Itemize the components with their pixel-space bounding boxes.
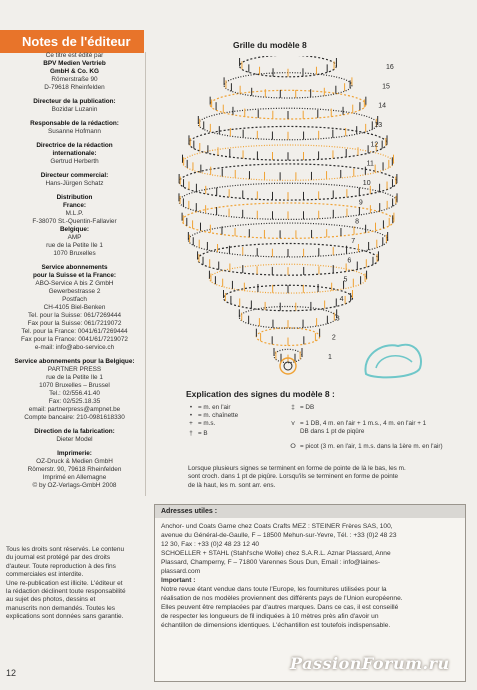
heading: Directrice de la rédaction	[36, 142, 113, 149]
text-line: au sujet des photos, dessins et	[6, 596, 96, 604]
cluster-icon: ⋎	[290, 420, 296, 427]
text-line: de là haut, les m. sont arr. ens.	[188, 481, 276, 489]
legend-text: = m.s.	[198, 420, 216, 427]
subs-ch-fr-block	[8, 264, 141, 352]
row-number: 6	[347, 257, 352, 265]
distribution-block	[8, 194, 141, 258]
row-number: 11	[366, 160, 374, 168]
text-line: e-mail: info@abo-service.ch	[34, 344, 115, 351]
text-line: BPV Medien Vertrieb	[43, 60, 106, 67]
crochet-diagram	[176, 56, 426, 386]
text-line: Susanne Hofmann	[48, 128, 101, 135]
stitch-ring	[183, 145, 394, 180]
text-line: Compte bancaire: 210-0981618330	[24, 414, 125, 421]
text-line: Gertrud Herberth	[50, 158, 99, 165]
text-line: PARTNER PRESS	[47, 366, 102, 373]
text-line: CH-4105 Biel-Benken	[43, 304, 106, 311]
addresses-heading: Adresses utiles :	[155, 505, 465, 518]
row-number: 16	[386, 64, 394, 71]
text-line: Lorsque plusieurs signes se terminent en forme de pointe de là le bas, les m.	[188, 465, 406, 472]
text-line: rue de la Petite Ile 1	[46, 374, 103, 381]
text-line: Notre revue étant vendue dans toute l'Europe, les fournitures utilisées pour la	[161, 586, 387, 593]
text-line: OZ-Druck & Medien GmbH	[36, 458, 113, 465]
text-line: Tel. pour la Suisse: 061/7269444	[27, 312, 122, 319]
heading: internationale:	[52, 150, 97, 157]
text-line: M.L.P.	[65, 210, 84, 217]
text-line: réalisation de nos modèles proviennent des différents pays de l'Union européenne.	[161, 595, 403, 602]
row-number: 13	[374, 122, 383, 129]
heading: Direction de la fabrication:	[34, 428, 115, 435]
legend-text: = 1 DB, 4 m. en l'air + 1 m.s., 4 m. en l'air + 1	[300, 420, 427, 427]
legend-note	[188, 465, 456, 490]
text-line: SCHOELLER + STAHL (Stahl'sche Wolle) chez S.A.R.L. Aznar Plassard, Anne	[161, 550, 391, 557]
text-line: Bozidar Luzanin	[51, 106, 98, 113]
text-line: Postfach	[62, 296, 87, 303]
heading: Directeur commercial:	[40, 172, 109, 179]
watermark: PassionForum.ru	[290, 654, 450, 673]
text-line: échantillon de dimensions identiques. L'échantillon est toutefois indispensable.	[161, 622, 391, 629]
text-line: Fax pour la Suisse: 061/7219072	[27, 320, 122, 327]
heading: Service abonnements	[41, 264, 108, 271]
text-line: de respecter les longueurs de fil indiquées à 10 mètres près afin d'avoir un	[161, 613, 379, 620]
legend-text: = DB	[300, 404, 315, 411]
text-line: 12 30, Fax : +33 (0)2 48 23 12 40	[161, 541, 260, 548]
legend-item	[286, 443, 443, 450]
treble-icon: †	[189, 430, 193, 437]
notes-title: Notes de l'éditeur	[0, 30, 144, 53]
text-line: avenue du Général-de-Gaulle, F – 18500 Mehun-sur-Yevre, Tél. : +33 (0)2 48 23	[161, 532, 397, 539]
diagram-rings	[179, 56, 397, 374]
heading: Responsable de la rédaction:	[30, 120, 119, 127]
center-ring	[284, 362, 292, 370]
heading: Belgique:	[59, 226, 90, 233]
text-line: Ce titre est édité par	[45, 52, 104, 59]
legend-item	[184, 412, 238, 419]
heading: France:	[62, 202, 87, 209]
row-number: 1	[328, 354, 332, 361]
text-line: Elles peuvent être remplacées par d'autres marques. Dans ce cas, il est conseillé	[161, 604, 399, 611]
legend-text: = m. chaînette	[198, 412, 239, 419]
double-treble-icon: ‡	[291, 404, 295, 411]
text-line: Fax pour la France: 0041/61/7219072	[21, 336, 128, 343]
text-line: sont croch. dans 1 pt de piqûre. Lorsqu'ils se terminent en forme de pointe	[188, 473, 399, 481]
text-line: Fax: 02/525.18.35	[48, 398, 101, 405]
text-line: 1070 Bruxelles – Brussel	[39, 382, 110, 389]
important-heading: Important :	[161, 577, 196, 584]
row-number: 12	[370, 141, 379, 149]
heading: Service abonnements pour la Belgique:	[14, 358, 135, 365]
heading: Distribution	[56, 194, 93, 201]
text-line: D-79618 Rheinfelden	[44, 84, 105, 91]
legend-item	[286, 404, 314, 411]
printer-block	[8, 450, 141, 490]
legend-text: = picot (3 m. en l'air, 1 m.s. dans la 1ère m. en l'air)	[300, 443, 443, 450]
text-line: commerciales est interdite.	[6, 571, 84, 579]
legend-item	[184, 404, 231, 411]
sketch-stroke	[365, 345, 421, 378]
text-line: Tous les droits sont réservés. Le contenu	[6, 546, 125, 553]
heading: Imprimerie:	[57, 450, 92, 457]
text-line: explications sont données sans garantie.	[6, 613, 124, 621]
row-number: 4	[339, 296, 344, 303]
legend-text: DB dans 1 pt de piqûre	[300, 428, 365, 435]
legend-item	[300, 428, 364, 435]
row-number: 10	[362, 180, 371, 187]
text-line: du journal est protégé par des droits	[6, 554, 111, 562]
row-number: 2	[331, 334, 336, 342]
row-number: 7	[351, 238, 356, 245]
text-line: d'auteur. Toute reproduction à des fins	[6, 562, 116, 570]
editor-block	[8, 120, 141, 136]
cyan-sketch	[365, 345, 421, 378]
text-line: Römerstr. 90, 79618 Rheinfelden	[27, 466, 122, 473]
sketch-stroke	[376, 356, 412, 368]
text-line: © by OZ-Verlags-GmbH 2008	[32, 482, 117, 489]
text-line: Imprimé en Allemagne	[42, 474, 107, 481]
stitch-ring	[182, 203, 394, 238]
text-line: manuscrits non demandés. Toutes les	[6, 604, 115, 612]
legend-item	[184, 420, 215, 427]
subs-be-block	[8, 358, 141, 422]
text-line: la rédaction déclinent toute responsabilité	[6, 588, 126, 596]
page-number: 12	[6, 668, 17, 678]
legal-notice	[6, 546, 144, 622]
intl-block	[8, 142, 141, 166]
text-line: AMP	[67, 234, 82, 241]
text-line: email: partnerpress@ampnet.be	[28, 406, 121, 413]
row-number: 5	[343, 276, 348, 284]
row-numbers	[328, 64, 394, 361]
row-number: 9	[358, 199, 363, 207]
text-line: F-38070 St.-Quentin-Fallavier	[32, 218, 117, 225]
publisher-block	[8, 52, 141, 92]
chain-icon: •	[189, 404, 193, 411]
text-line: rue de la Petite Ile 1	[46, 242, 103, 249]
text-line: Gewerbestrasse 2	[48, 288, 101, 295]
single-crochet-icon: +	[189, 420, 193, 427]
text-line: ABO-Service A bis Z GmbH	[35, 280, 114, 287]
text-line: Hans-Jürgen Schatz	[45, 180, 104, 187]
legend-item	[286, 420, 426, 427]
legend-text: = m. en l'air	[198, 404, 231, 411]
text-line: Une re-publication est illicite. L'éditeur et	[6, 579, 123, 587]
text-line: Tel. pour la France: 0041/61/7269444	[21, 328, 128, 335]
text-line: 1070 Bruxelles	[53, 250, 96, 257]
text-line: Römerstraße 90	[51, 76, 98, 83]
legend-item	[184, 430, 208, 437]
text-line: Dieter Model	[56, 436, 93, 443]
text-line: plassard.com	[161, 568, 201, 575]
commercial-block	[8, 172, 141, 188]
diagram-title: Grille du modèle 8	[233, 40, 307, 50]
legend-text: = B	[198, 430, 208, 437]
row-number: 8	[355, 218, 359, 226]
row-number: 3	[335, 315, 340, 323]
text-line: Tel.: 02/556.41.40	[49, 390, 100, 397]
heading: pour la Suisse et la France:	[32, 272, 117, 279]
text-line: Plassard, Champerny, F – 71800 Varennes Sous Dun, Email : info@laines-	[161, 559, 381, 566]
addresses-body	[155, 518, 465, 634]
notes-column	[0, 30, 152, 53]
row-number: 14	[378, 102, 387, 110]
fabrication-block	[8, 428, 141, 444]
text-line: Anchor- und Coats Garne chez Coats Crafts MEZ : STEINER Frères SAS, 100,	[161, 523, 393, 530]
row-number: 15	[382, 83, 390, 91]
heading: Directeur de la publication:	[33, 98, 116, 105]
director-block	[8, 98, 141, 114]
imprint	[8, 52, 146, 496]
slip-stitch-icon: •	[189, 412, 193, 419]
picot-icon: ⵔ	[290, 443, 296, 450]
text-line: GmbH & Co. KG	[50, 68, 99, 75]
legend-title: Explication des signes du modèle 8 :	[186, 389, 335, 399]
